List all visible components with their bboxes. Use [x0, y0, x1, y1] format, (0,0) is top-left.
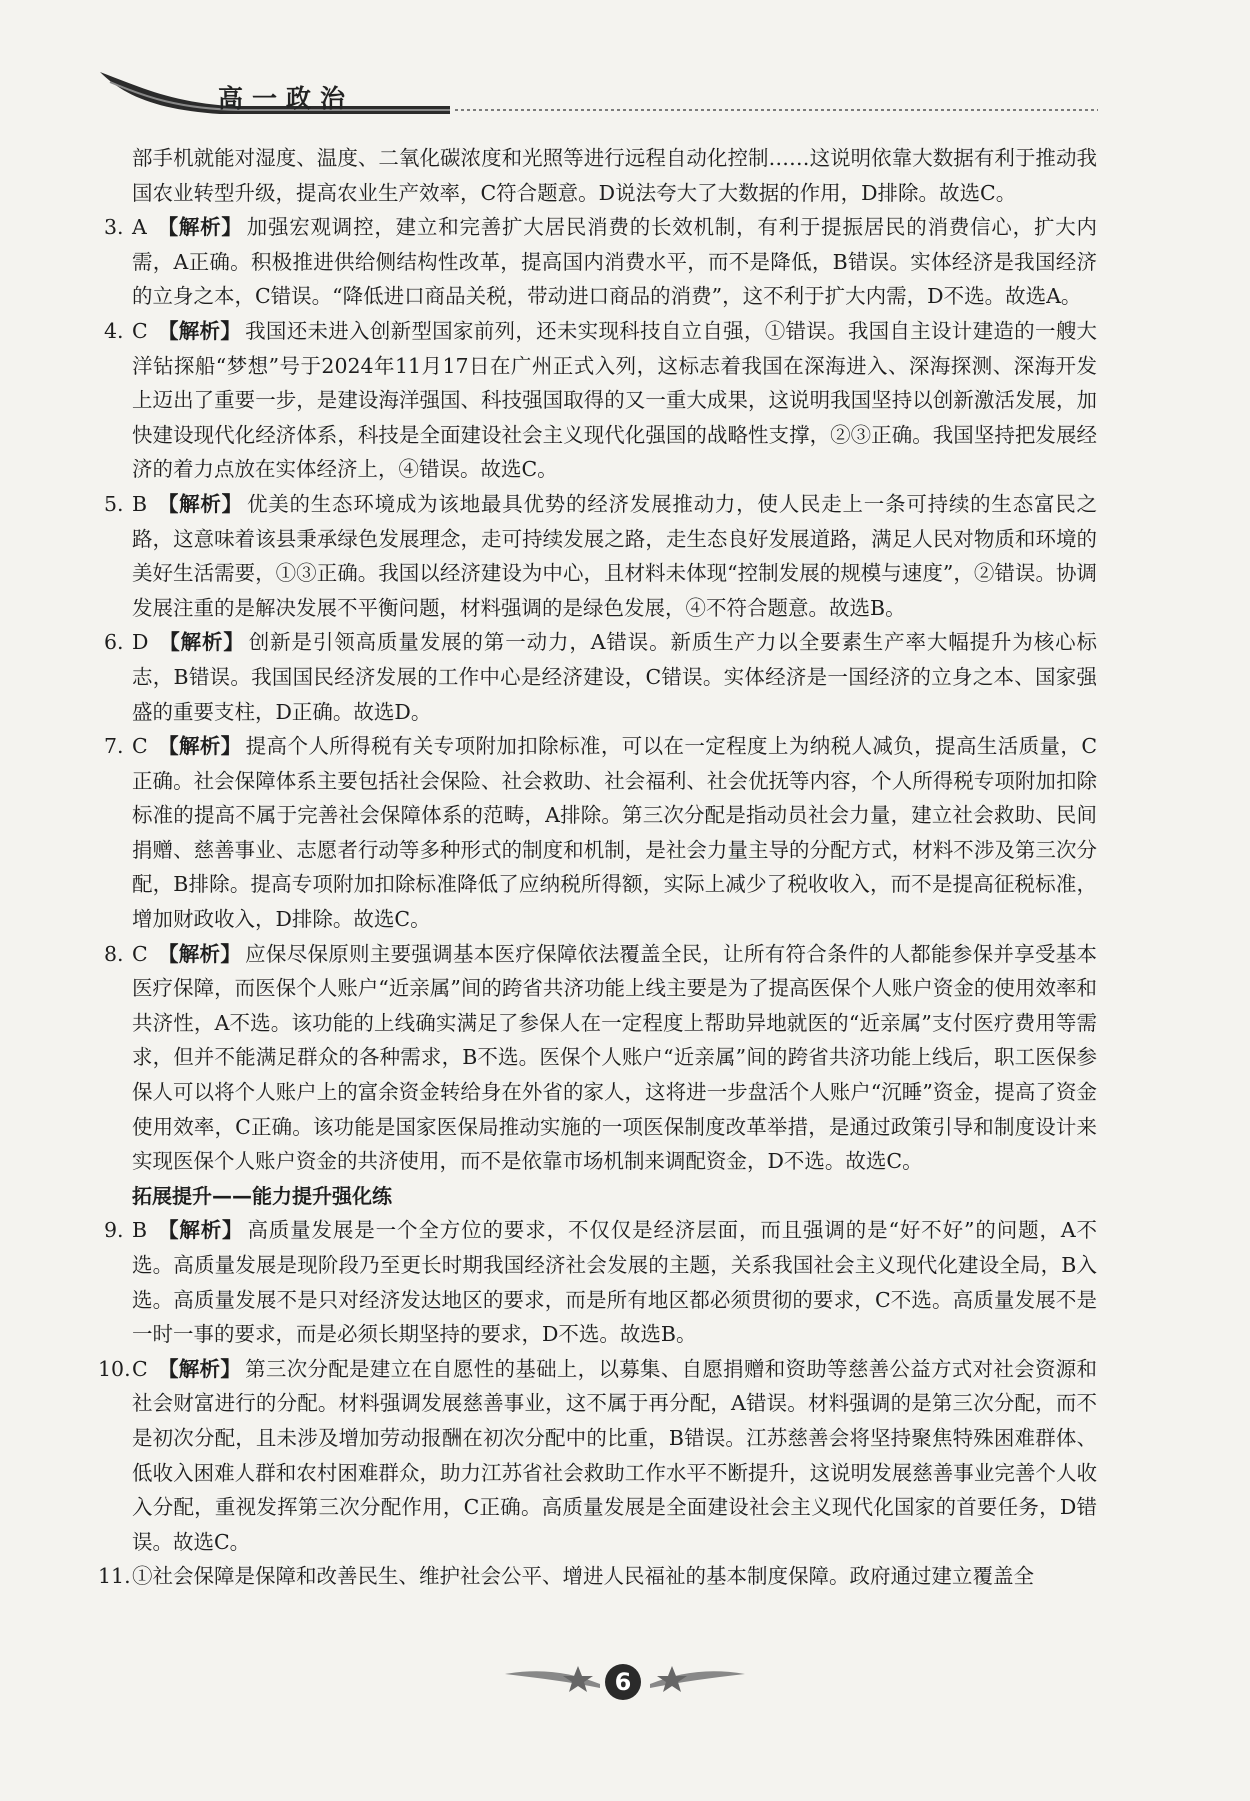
page-header	[100, 62, 1100, 132]
item-text: 提高个人所得税有关专项附加扣除标准，可以在一定程度上为纳税人减负，提高生活质量，C正确。社会保障体系主要包括社会保险、社会救助、社会福利、社会优抚等内容，个人所得税专项附加扣除标准的提高不属于完善社会保障体系的范畴，A排除。第三次分配是指动员社会力量，建立社会救助、民间捐赠、慈善事业、志愿者行动等多种形式的制度和机制，是社会力量主导的分配方式，材料不涉及第三次分配，B排除。提高专项附加扣除标准降低了应纳税所得额，实际上减少了税收收入，而不是提高征税标准，增加财政收入，D排除。故选C。	[132, 734, 1098, 932]
item-answer: D	[132, 630, 149, 655]
item-number: 8.	[104, 941, 124, 966]
answer-item-9	[104, 1213, 1098, 1351]
analysis-tag: 【解析】	[157, 1218, 244, 1243]
continuation-paragraph: 部手机就能对湿度、温度、二氧化碳浓度和光照等进行远程自动化控制……这说明依靠大数据有利于推动我国农业转型升级，提高农业生产效率，C符合题意。D说法夸大了大数据的作用，D排除。故选C。	[132, 146, 1097, 205]
analysis-tag: 【解析】	[157, 1356, 242, 1381]
item-number: 4.	[104, 318, 124, 343]
item-text: 高质量发展是一个全方位的要求，不仅仅是经济层面，而且强调的是“好不好”的问题，A不选。高质量发展是现阶段乃至更长时期我国经济社会发展的主题，关系我国社会主义现代化建设全局，B入选。高质量发展不是只对经济发达地区的要求，而是所有地区都必须贯彻的要求，C不选。高质量发展不是一时一事的要求，而是必须长期坚持的要求，D不选。故选B。	[132, 1218, 1098, 1347]
answer-item-7	[104, 729, 1098, 937]
item-number: 5.	[104, 491, 124, 516]
item-answer: C	[132, 941, 148, 966]
analysis-tag: 【解析】	[157, 941, 242, 966]
item-answer: A	[132, 215, 147, 240]
item-number: 10.	[98, 1356, 131, 1381]
item-answer: C	[132, 1356, 148, 1381]
page-number: 6	[605, 1664, 641, 1700]
answer-item-5	[104, 487, 1098, 625]
item-number: 9.	[104, 1218, 124, 1243]
item-number: 11.	[98, 1564, 131, 1589]
item-answer: B	[132, 491, 148, 516]
item-text: 应保尽保原则主要强调基本医疗保障依法覆盖全民，让所有符合条件的人都能参保并享受基本医疗保障，而医保个人账户“近亲属”间的跨省共济功能上线主要是为了提高医保个人账户资金的使用效率和共济性，A不选。该功能的上线确实满足了参保人在一定程度上帮助异地就医的“近亲属”支付医疗费用等需求，但并不能满足群众的各种需求，B不选。医保个人账户“近亲属”间的跨省共济功能上线后，职工医保参保人可以将个人账户上的富余资金转给身在外省的家人，这将进一步盘活个人账户“沉睡”资金，提高了资金使用效率，C正确。该功能是国家医保局推动实施的一项医保制度改革举措，是通过政策引导和制度设计来实现医保个人账户资金的共济使用，而不是依靠市场机制来调配资金，D不选。故选C。	[132, 941, 1098, 1174]
analysis-tag: 【解析】	[157, 318, 242, 343]
analysis-tag: 【解析】	[157, 491, 243, 516]
answer-content	[98, 141, 1098, 1594]
answer-item-8	[104, 937, 1098, 1179]
answer-item-3	[104, 210, 1098, 314]
answer-item-10	[98, 1352, 1098, 1560]
item-answer: B	[132, 1218, 148, 1243]
item-answer: C	[132, 318, 148, 343]
page-title: 高一政治	[218, 84, 355, 113]
item-text: 创新是引领高质量发展的第一动力，A错误。新质生产力以全要素生产率大幅提升为核心标志，B错误。我国国民经济发展的工作中心是经济建设，C错误。实体经济是一国经济的立身之本、国家强盛的重要支柱，D正确。故选D。	[132, 630, 1098, 724]
answer-item-4	[104, 314, 1098, 487]
item-text: 加强宏观调控，建立和完善扩大居民消费的长效机制，有利于提振居民的消费信心，扩大内需，A正确。积极推进供给侧结构性改革，提高国内消费水平，而不是降低，B错误。实体经济是我国经济的立身之本，C错误。“降低进口商品关税，带动进口商品的消费”，这不利于扩大内需，D不选。故选A。	[132, 215, 1098, 309]
answer-item-11	[98, 1559, 1097, 1594]
analysis-tag: 【解析】	[158, 630, 245, 655]
item-text: 第三次分配是建立在自愿性的基础上，以募集、自愿捐赠和资助等慈善公益方式对社会资源和社会财富进行的分配。材料强调发展慈善事业，这不属于再分配，A错误。材料强调的是第三次分配，而不是初次分配，且未涉及增加劳动报酬在初次分配中的比重，B错误。江苏慈善会将坚持聚焦特殊困难群体、低收入困难人群和农村困难群众，助力江苏省社会救助工作水平不断提升，这说明发展慈善事业完善个人收入分配，重视发挥第三次分配作用，C正确。高质量发展是全面建设社会主义现代化国家的首要任务，D错误。故选C。	[132, 1356, 1098, 1554]
analysis-tag: 【解析】	[156, 215, 243, 240]
item-text: ①社会保障是保障和改善民生、维护社会公平、增进人民福祉的基本制度保障。政府通过建立覆盖全	[132, 1564, 1034, 1589]
analysis-tag: 【解析】	[157, 734, 242, 759]
item-number: 7.	[104, 734, 124, 759]
page-footer	[500, 1654, 750, 1714]
section-heading: 拓展提升——能力提升强化练	[132, 1183, 392, 1208]
item-number: 6.	[104, 630, 124, 655]
item-number: 3.	[104, 215, 124, 240]
item-text: 我国还未进入创新型国家前列，还未实现科技自立自强，①错误。我国自主设计建造的一艘大洋钻探船“梦想”号于2024年11月17日在广州正式入列，这标志着我国在深海进入、深海探测、深海开发上迈出了重要一步，是建设海洋强国、科技强国取得的又一重大成果，这说明我国坚持以创新激活发展，加快建设现代化经济体系，科技是全面建设社会主义现代化强国的战略性支撑，②③正确。我国坚持把发展经济的着力点放在实体经济上，④错误。故选C。	[132, 318, 1098, 482]
answer-item-6	[104, 625, 1098, 729]
item-text: 优美的生态环境成为该地最具优势的经济发展推动力，使人民走上一条可持续的生态富民之路，这意味着该县秉承绿色发展理念，走可持续发展之路，走生态良好发展道路，满足人民对物质和环境的美好生活需要，①③正确。我国以经济建设为中心，且材料未体现“控制发展的规模与速度”，②错误。协调发展注重的是解决发展不平衡问题，材料强调的是绿色发展，④不符合题意。故选B。	[132, 491, 1098, 620]
item-answer: C	[132, 734, 148, 759]
